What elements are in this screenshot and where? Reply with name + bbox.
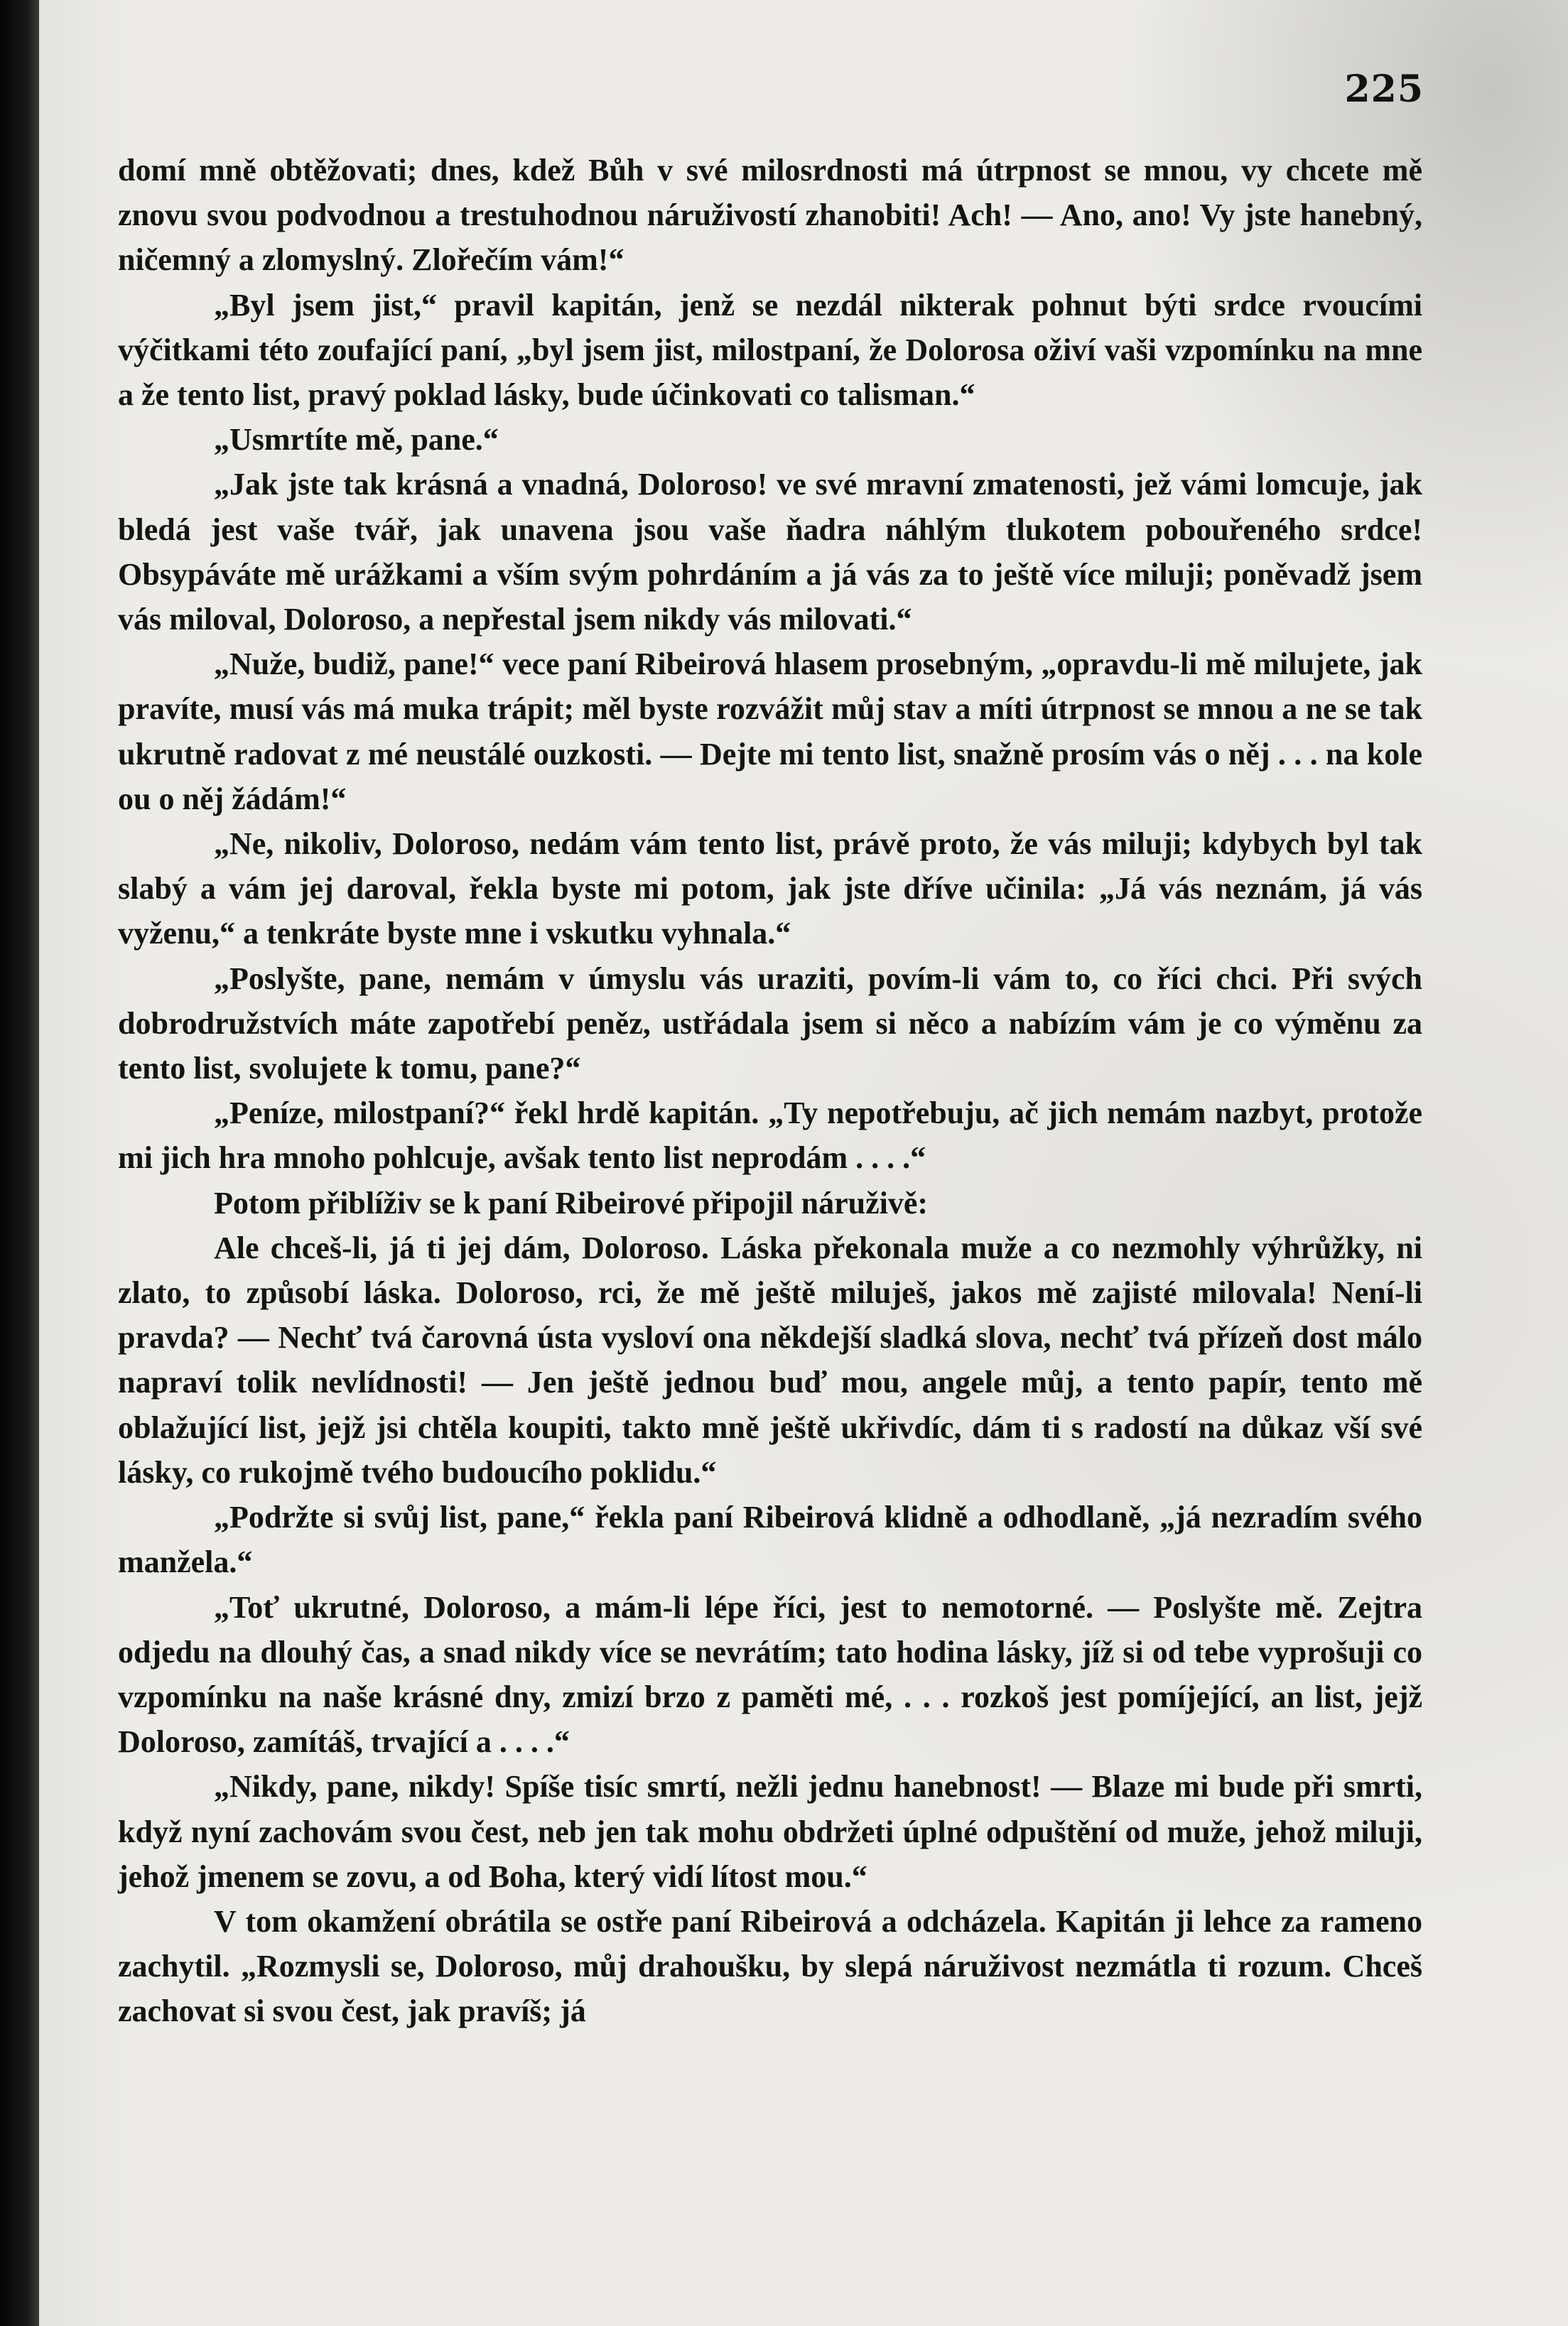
paragraph: „Nuže, budiž, pane!“ vece paní Ribeirová hlasem prosebným, „opravdu-li mě milujete, jak pravíte, musí vás má muka trápit; měl byste rozvážit můj stav a míti útrpnost se mnou a ne se tak ukrutně radovat z mé neustálé ouzkosti. — Dejte mi tento list, snažně prosím vás o něj . . . na kole ou o něj žádám!“	[118, 647, 1422, 816]
paragraph: „Peníze, milostpaní?“ řekl hrdě kapitán. „Ty nepotřebuju, ač jich nemám nazbyt, protože mi jich hra mnoho pohlcuje, avšak tento list neprodám . . . .“	[118, 1096, 1422, 1176]
paragraph: Potom přiblíživ se k paní Ribeirové připojil náruživě:	[214, 1185, 929, 1221]
scan-edge-shadow	[0, 0, 39, 2326]
paragraph: „Jak jste tak krásná a vnadná, Doloroso! ve své mravní zmatenosti, jež vámi lomcuje, jak bledá jest vaše tvář, jak unavena jsou vaše ňadra náhlým tlukotem pobouřeného srdce! Obsypáváte mě urážkami a vším svým pohrdáním a já vás za to ještě více miluji; poněvadž jsem vás miloval, Doloroso, a nepřestal jsem nikdy vás milovati.“	[118, 467, 1422, 637]
paragraph: „Usmrtíte mě, pane.“	[214, 422, 499, 458]
page-text	[118, 148, 1422, 2034]
paragraph: Ale chceš-li, já ti jej dám, Doloroso. Láska překonala muže a co nezmohly výhrůžky, ni zlato, to způsobí láska. Doloroso, rci, že mě ještě miluješ, jakos mě zajisté milovala! Není-li pravda? — Nechť tvá čarovná ústa vysloví ona někdejší sladká slova, nechť tvá přízeň dost málo napraví tolik nevlídnosti! — Jen ještě jednou buď mou, angele můj, a tento papír, tento mě oblažující list, jejž jsi chtěla koupiti, takto mně ještě ukřivdíc, dám ti s radostí na důkaz vší své lásky, co rukojmě tvého budoucího poklidu.“	[118, 1230, 1422, 1490]
paragraph: „Ne, nikoliv, Doloroso, nedám vám tento list, právě proto, že vás miluji; kdybych byl tak slabý a vám jej daroval, řekla byste mi potom, jak jste dříve učinila: „Já vás neznám, já vás vyženu,“ a tenkráte byste mne i vskutku vyhnala.“	[118, 826, 1422, 951]
paragraph: „Toť ukrutné, Doloroso, a mám-li lépe říci, jest to nemotorné. — Poslyšte mě. Zejtra odjedu na dlouhý čas, a snad nikdy více se nevrátím; tato hodina lásky, jíž si od tebe vyprošuji co vzpomínku na naše krásné dny, zmizí brzo z paměti mé, . . . rozkoš jest pomíjející, an list, jejž Doloroso, zamítáš, trvající a . . . .“	[118, 1589, 1422, 1760]
paragraph: „Podržte si svůj list, pane,“ řekla paní Ribeirová klidně a odhodlaně, „já nezradím svého manžela.“	[118, 1500, 1422, 1580]
paragraph: domí mně obtěžovati; dnes, kdež Bůh v své milosrdnosti má útrpnost se mnou, vy chcete mě znovu svou podvodnou a trestuhodnou náruživostí zhanobiti! Ach! — Ano, ano! Vy jste hanebný, ničemný a zlomyslný. Zlořečím vám!“	[118, 153, 1422, 278]
paragraph: „Poslyšte, pane, nemám v úmyslu vás uraziti, povím-li vám to, co říci chci. Při svých dobrodružstvích máte zapotřebí peněz, ustřádala jsem si něco a nabízím vám je co výměnu za tento list, svolujete k tomu, pane?“	[118, 961, 1422, 1086]
paragraph: V tom okamžení obrátila se ostře paní Ribeirová a odcházela. Kapitán ji lehce za rameno zachytil. „Rozmysli se, Doloroso, můj drahoušku, by slepá náruživost nezmátla ti rozum. Chceš zachovat si svou čest, jak pravíš; já	[118, 1903, 1422, 2029]
page-number: 225	[1344, 67, 1424, 111]
paragraph: „Byl jsem jist,“ pravil kapitán, jenž se nezdál nikterak pohnut býti srdce rvoucími výčitkami této zoufající paní, „byl jsem jist, milostpaní, že Dolorosa oživí vaši vzpomínku na mne a že tento list, pravý poklad lásky, bude účinkovati co talisman.“	[118, 287, 1422, 413]
paragraph: „Nikdy, pane, nikdy! Spíše tisíc smrtí, nežli jednu hanebnost! — Blaze mi bude při smrti, když nyní zachovám svou čest, neb jen tak mohu obdržeti úplné odpuštění od muže, jehož miluji, jehož jmenem se zovu, a od Boha, který vidí lítost mou.“	[118, 1769, 1422, 1894]
